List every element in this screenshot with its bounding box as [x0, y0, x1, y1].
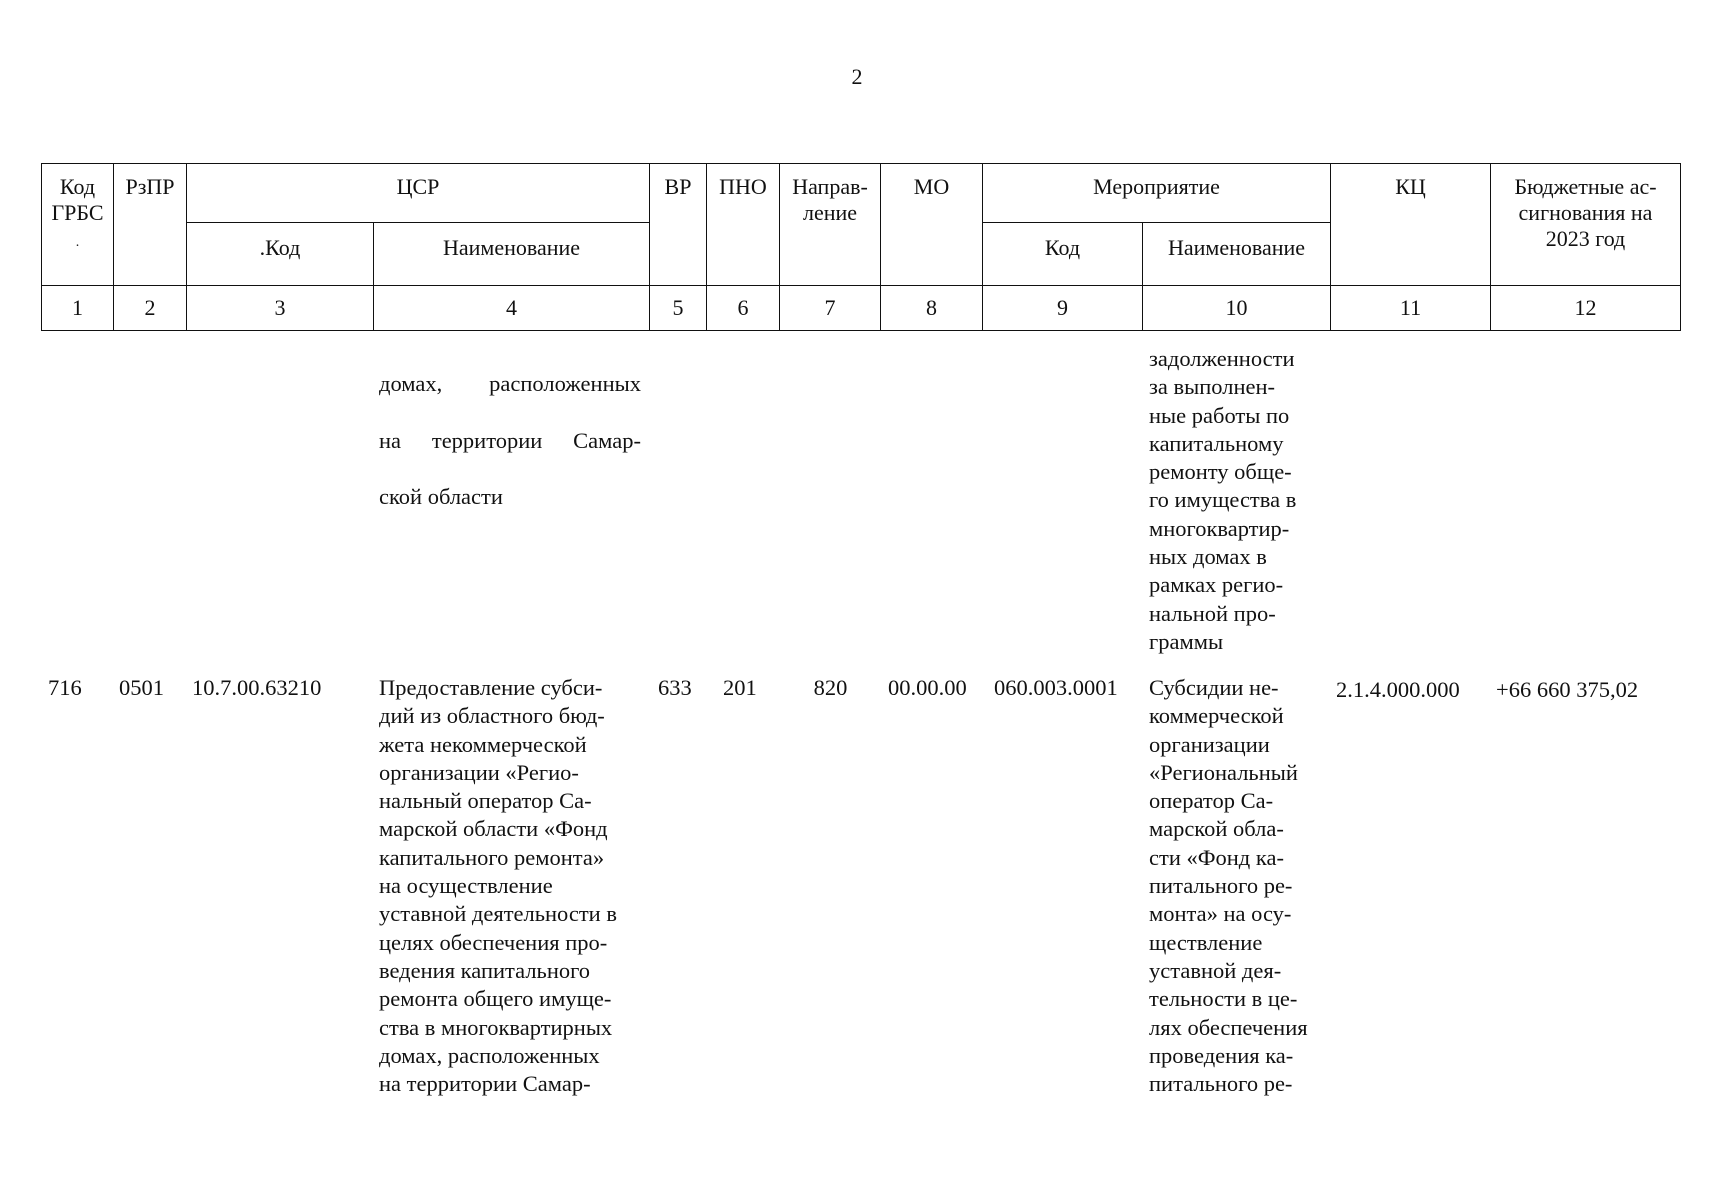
header-csr-kod: .Код: [187, 223, 374, 286]
header-mer-kod: Код: [983, 223, 1143, 286]
row-budget: +66 660 375,02: [1496, 677, 1639, 702]
column-number: 12: [1491, 286, 1681, 331]
column-number: 11: [1331, 286, 1491, 331]
header-meropriyatie: Мероприятие: [983, 164, 1331, 223]
column-number: 1: [42, 286, 114, 331]
header-kod-grbs: [42, 164, 114, 286]
row-mo: 00.00.00: [888, 675, 967, 700]
header-kc: КЦ: [1331, 164, 1491, 286]
header-csr: ЦСР: [187, 164, 650, 223]
header-budget: Бюджетные ас- сигнования на 2023 год: [1491, 164, 1681, 286]
row-kc: 2.1.4.000.000: [1336, 677, 1460, 702]
column-number: 3: [187, 286, 374, 331]
header-napr: Направ- ление: [780, 164, 881, 286]
column-number: 2: [114, 286, 187, 331]
continuation-csr-name-line: домах, расположенных: [379, 371, 641, 397]
continuation-mer-name: задолженности за выполнен- ные работы по капитальному ремонту обще- го имущества в многоквартир- ных домах в рамках регио- нальной про- граммы: [1149, 346, 1297, 654]
header-pno: ПНО: [707, 164, 780, 286]
column-number: 6: [707, 286, 780, 331]
row-mer-kod: 060.003.0001: [994, 675, 1118, 700]
column-number: 8: [881, 286, 983, 331]
header-mer-name: Наименование: [1143, 223, 1331, 286]
continuation-csr-name-line: на территории Самар-: [379, 427, 641, 453]
row-pno: 201: [723, 675, 757, 700]
column-number: 5: [650, 286, 707, 331]
continuation-csr-name: [379, 342, 641, 540]
continuation-csr-name-line: ской области: [379, 484, 503, 510]
row-csr-kod: 10.7.00.63210: [192, 675, 322, 700]
row-mer-name: Субсидии не- коммерческой организации «Региональный оператор Са- марской обла- сти «Фонд ка- питального ре- монта» на осу- ществление уставной дея- тельности в це- лях обеспечения проведения ка- питального ре-: [1149, 675, 1308, 1097]
column-number: 7: [780, 286, 881, 331]
header-vr: ВР: [650, 164, 707, 286]
row-kod-grbs: 716: [48, 675, 82, 700]
header-mo: МО: [881, 164, 983, 286]
header-rzpr: РзПР: [114, 164, 187, 286]
column-number: 10: [1143, 286, 1331, 331]
column-number: 9: [983, 286, 1143, 331]
header-kod-grbs-dot: .: [75, 235, 80, 250]
row-csr-name: Предоставление субси- дий из областного бюд- жета некоммерческой организации «Регио- нальный оператор Са- марской области «Фонд капитального ремонта» на осуществление уставной деятельности в целях обеспечения про- ведения капитального ремонта общего имуще- ства в многоквартирных домах, расположенных на территории Самар-: [379, 675, 617, 1097]
column-number: 4: [374, 286, 650, 331]
budget-table-header: [41, 163, 1681, 331]
row-napr: 820: [813, 675, 848, 700]
header-csr-name: Наименование: [374, 223, 650, 286]
page-number: 2: [851, 64, 863, 89]
header-kod-grbs-label: Код ГРБС: [51, 174, 104, 225]
row-vr: 633: [658, 675, 692, 700]
row-rzpr: 0501: [119, 675, 164, 700]
